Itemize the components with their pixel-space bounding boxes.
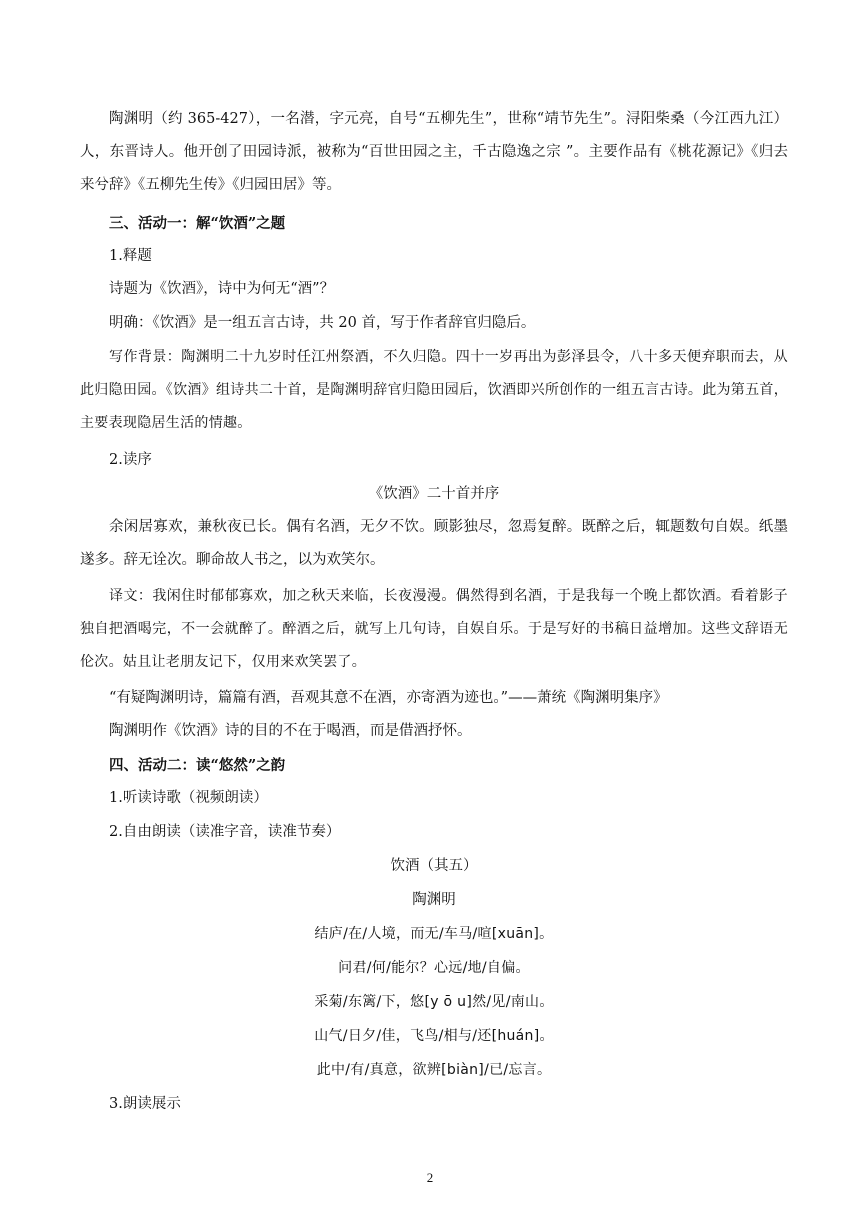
poem-line: 山气/日夕/佳，飞鸟/相与/还[huán]。 [314, 1028, 554, 1044]
quote-paragraph: “有疑陶渊明诗，篇篇有酒，吾观其意不在酒，亦寄酒为迹也。”——萧统《陶渊明集序》 [109, 690, 668, 706]
preface-text-paragraph: 余闲居寡欢，兼秋夜已长。偶有名酒，无夕不饮。顾影独尽，忽焉复醉。既醉之后，辄题数句自娱。纸墨遂多。辞无诠次。聊命故人书之，以为欢笑尔。 [80, 519, 788, 568]
preface-title: 《饮酒》二十首并序 [368, 486, 500, 502]
list-item-free-read: 2.自由朗读（读准字音，读准节奏） [109, 824, 341, 840]
translation-paragraph: 译文：我闲住时郁郁寡欢，加之秋天来临，长夜漫漫。偶然得到名酒，于是我每一个晚上都饮酒。看着影子独自把酒喝完，不一会就醉了。醉酒之后，就写上几句诗，自娱自乐。于是写好的书稿日益增加。这些文辞语无伦次。姑且让老朋友记下，仅用来欢笑罢了。 [80, 588, 788, 670]
conclusion-paragraph: 陶渊明作《饮酒》诗的目的不在于喝酒，而是借酒抒怀。 [109, 723, 472, 739]
list-item-listen-read: 1.听读诗歌（视频朗读） [109, 790, 268, 806]
list-item-explain-title: 1.释题 [109, 248, 152, 264]
list-item-reading-show: 3.朗读展示 [109, 1096, 181, 1112]
author-intro-paragraph: 陶渊明（约 365-427），一名潜，字元亮，自号“五柳先生”，世称“靖节先生”。浔阳柴桑（今江西九江）人，东晋诗人。他开创了田园诗派，被称为“百世田园之主，千古隐逸之宗 ”。主要作品有《桃花源记》《归去来兮辞》《五柳先生传》《归园田居》等。 [80, 111, 788, 193]
poem-line: 问君/何/能尔？心远/地/自偏。 [338, 960, 530, 976]
poem-line: 结庐/在/人境，而无/车马/喧[xuān]。 [314, 926, 554, 942]
section-heading-activity-2: 四、活动二：读“悠然”之韵 [109, 757, 286, 774]
writing-background-paragraph: 写作背景：陶渊明二十九岁时任江州祭酒，不久归隐。四十一岁再出为彭泽县令，八十多天便弃职而去，从此归隐田园。《饮酒》组诗共二十首，是陶渊明辞官归隐田园后，饮酒即兴所创作的一组五言古诗。此为第五首，主要表现隐居生活的情趣。 [80, 349, 788, 431]
poem-title: 饮酒（其五） [390, 858, 478, 874]
poem-line: 采菊/东篱/下，悠[y ō u]然/见/南山。 [314, 994, 554, 1010]
list-item-read-preface: 2.读序 [109, 452, 152, 468]
poem-line: 此中/有/真意，欲辨[biàn]/已/忘言。 [316, 1062, 552, 1078]
poem-author: 陶渊明 [412, 892, 456, 908]
answer-text: 明确：《饮酒》是一组五言古诗，共 20 首，写于作者辞官归隐后。 [109, 315, 536, 331]
section-heading-activity-1: 三、活动一：解“饮酒”之题 [109, 215, 286, 232]
page-number: 2 [426, 1170, 434, 1185]
question-text: 诗题为《饮酒》，诗中为何无“酒”？ [109, 281, 335, 297]
